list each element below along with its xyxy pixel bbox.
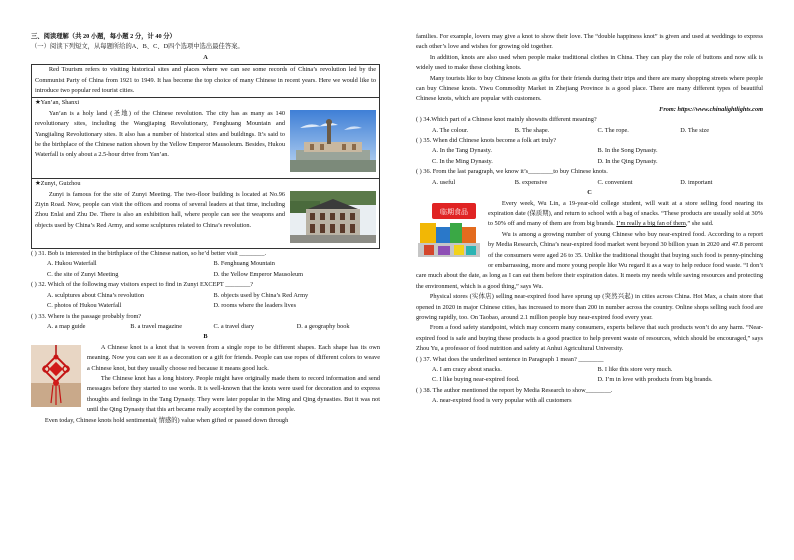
passage-c-p2: Wu is among a growing number of young Chinese who buy near-expired food. According to a report by Media Research, China’s near-expired food market went beyond 30 billion yuan in 2020 and 47.8 percent of the consumers were aged 26 to 35. Unlike the traditional thought that buying such food is penny-pinching or embarrassing, more and more young people like Wu regard it as a way to help reduce food waste. “I don’t care much about the date, as long as I can eat them before their expiration dates. It meets my needs while saving resources and protecting the environment, which is a good thing,” says Wu. [416, 230, 763, 290]
passage-b-source: From: https://www.chinalightlights.com [659, 105, 763, 113]
q33-stem: ( ) 33. Where is the passage probably from? [31, 312, 142, 320]
zunyi-photo [290, 191, 376, 247]
section-instructions: （一）阅读下列短文，从每题所给的A、B、C、D四个选项中选出最佳答案。 [31, 43, 244, 51]
q38-option-a[interactable]: A. near-expired food is very popular with all customers [432, 397, 572, 405]
q37-option-b[interactable]: B. I like this store very much. [597, 366, 673, 373]
q31-option-d[interactable]: D. the Yellow Emperor Mausoleum [213, 270, 304, 278]
q38-stem: ( ) 38. The author mentioned the report by Media Research to show________. [416, 386, 613, 394]
passage-b-p4: In addition, knots are also used when people make traditional clothes in China. They can play the role of buttons and now silk is widely used to make these clothing knots. [416, 53, 763, 72]
passage-c-p1-end: ,” she said. [685, 220, 714, 228]
q33-option-c[interactable]: C. a travel diary [213, 322, 255, 330]
q32-stem: ( ) 32. Which of the following may visitors expect to find in Zunyi EXCEPT ________? [31, 281, 254, 289]
underlined-sentence: I’m really a big fan of them [616, 220, 686, 228]
q36-stem: ( ) 36. From the last paragraph, we know it’s________to buy Chinese knots. [416, 168, 608, 176]
passage-b-p1: A Chinese knot is a knot that is woven from a single rope to be different shapes. Each shape has its own meaning. Now you can see it as a decoration or a gift for friends. People can use ropes of different colors to weave a Chinese knot, but they usually choose red because it means good luck. [87, 343, 380, 372]
q35-option-a[interactable]: A. In the Tang Dynasty. [432, 147, 492, 155]
q35-option-b[interactable]: B. In the Song Dynasty. [597, 147, 658, 155]
yanan-heading: ★Yan’an, Shanxi [35, 99, 80, 107]
passage-b-p5: Many tourists like to buy Chinese knots as gifts for their friends during their trips and there are many shopping streets where people can buy Chinese knots. Yiwu Commodity Market in Zhejiang Province is a good place. There are many different types of beautiful Chinese knots, which are popular with customers. [416, 74, 763, 103]
q37-option-a[interactable]: A. I am crazy about snacks. [432, 366, 502, 373]
q32-option-c[interactable]: C. photos of Hukou Waterfall [47, 302, 122, 310]
q32-option-d[interactable]: D. rooms where the leaders lives [213, 302, 297, 310]
passage-a-label: A [203, 53, 208, 61]
q36-option-d[interactable]: D. important [680, 178, 713, 186]
near-expired-food-photo [416, 201, 482, 263]
q31-option-a[interactable]: A. Hukou Waterfall [47, 260, 97, 268]
right-column [416, 32, 763, 407]
left-column [31, 32, 380, 426]
passage-b-continued: families. For example, lovers may give a knot to show their love. The “double happiness knot” is given and used at weddings to express each other’s love and wishes for growing old together. [416, 33, 763, 51]
passage-c-label: C [587, 189, 592, 197]
yanan-photo [290, 110, 376, 176]
q32-option-a[interactable]: A. sculptures about China’s revolution [47, 291, 145, 299]
passage-a-box [31, 64, 380, 249]
q33-option-b[interactable]: B. a travel magazine [130, 322, 182, 330]
q33-option-a[interactable]: A. a map guide [47, 322, 86, 330]
q34-option-b[interactable]: B. The shape. [514, 126, 550, 134]
q36-option-b[interactable]: B. expensive [514, 178, 548, 186]
q37-stem: ( ) 37. What does the underlined sentence in Paragraph 1 mean? ________ [416, 355, 604, 363]
zunyi-text: Zunyi is famous for the site of Zunyi Meeting. The two-floor building is located at No.96 Ziyin Road. Now, people can visit the offices and rooms of several leaders at that time, including Zhou Enlai and Zhu De. There is also an exhibition hall, where people can see the weapons and objects used by China’s Red Army, and some sculptures related to China’s revolution. [35, 190, 285, 229]
q34-option-c[interactable]: C. The rope. [597, 126, 629, 134]
passage-b-label: B [203, 333, 208, 341]
passage-c-p4: From a food safety standpoint, which may concern many consumers, experts believe that such products won’t do any harm. “Near-expired food is safe and buying these products is a good practice to help prevent waste of resources, which should be encouraged,” says Zhou Yu, a professor of food nutrition and safety at Anhui Agricultural University. [416, 324, 763, 353]
chinese-knot-photo [31, 345, 81, 411]
passage-a-intro: Red Tourism refers to visiting historical sites and places where we can see some records of China’s revolution led by the Communist Party of China from 1921 to 1949. It has become the top choice of many Chinese in recent years. Here we would like to introduce two popular red tourist cities. [35, 66, 376, 95]
q37-option-c[interactable]: C. I like buying near-expired food. [432, 376, 520, 384]
q35-option-d[interactable]: D. In the Qing Dynasty. [597, 157, 658, 165]
passage-c-p3: Physical stores (实体店) selling near-expired food have sprung up (突然兴起) in cities across China. Hot Max, a chain store that opened in 2020 in major Chinese cities, has increased to more than 200 in number across the country. Online shops selling such food are growing rapidly, too. On Taobao, around 2.1 million people buy near-expired food every year. [416, 293, 763, 321]
yanan-text: Yan’an is a holy land (圣地) of the Chinese revolution. The city has as many as 140 revolutionary sites, including the Wangjiaping Revolutionary, Fenghuang Mountain and Yangjialing Revolutionary sites. It also has a number of historical sites and buildings. It’s said to be the birthplace of the Chinese nation shown by the Yellow Emperor Mausoleum. Besides, Hukou Waterfall is only about a 2.5-hour drive from Yan’an. [35, 109, 285, 159]
q35-stem: ( ) 35. When did Chinese knots become a folk art truly? [416, 137, 557, 145]
passage-b-p3: Even today, Chinese knots hold sentimental( 情感的) value when gifted or passed down through [44, 416, 289, 424]
q31-option-b[interactable]: B. Fenghuang Mountain [213, 260, 275, 268]
q36-option-a[interactable]: A. useful [432, 178, 456, 186]
q32-option-b[interactable]: B. objects used by China’s Red Army [213, 291, 309, 299]
q34-stem: ( ) 34.Which part of a Chinese knot mainly showsits different meaning? [416, 116, 597, 124]
q31-option-c[interactable]: C. the site of Zunyi Meeting [47, 270, 119, 278]
q31-stem: ( ) 31. Bob is interested in the birthplace of the Chinese nation, so he’d better visit ________. [31, 250, 267, 258]
q34-option-d[interactable]: D. The size [680, 126, 709, 134]
passage-c-p1-start: Every week, Wu Lin, a 19-year-old college student, will wait at a store selling food nearing its expiration date (保质期), and return to school with a bag of snacks. “These products are usually sold at 30% to 50% off and many of them are from big brands. [488, 199, 763, 228]
food-sign-text: 临期食品 [440, 207, 468, 216]
q36-option-c[interactable]: C. convenient [597, 178, 633, 186]
q34-option-a[interactable]: A. The colour. [432, 126, 469, 134]
q37-option-d[interactable]: D. I’m in love with products from big brands. [597, 376, 713, 384]
section-title: 三、阅读理解（共 20 小题，每小题 2 分，计 40 分） [31, 33, 176, 40]
q35-option-c[interactable]: C. In the Ming Dynasty. [432, 157, 493, 165]
zunyi-heading: ★Zunyi, Guizhou [35, 180, 81, 188]
passage-b-p2: The Chinese knot has a long history. People might have originally made them to record information and send messages before they started to use words. It is well-known that the knots were used for decoration and to express thoughts and feelings in the Tang Dynasty. They were later popular in the Ming and Qing dynasties. But it was not until the Qing Dynasty that this art became really accepted by the common people. [87, 374, 380, 414]
q33-option-d[interactable]: D. a geography book [296, 322, 350, 330]
